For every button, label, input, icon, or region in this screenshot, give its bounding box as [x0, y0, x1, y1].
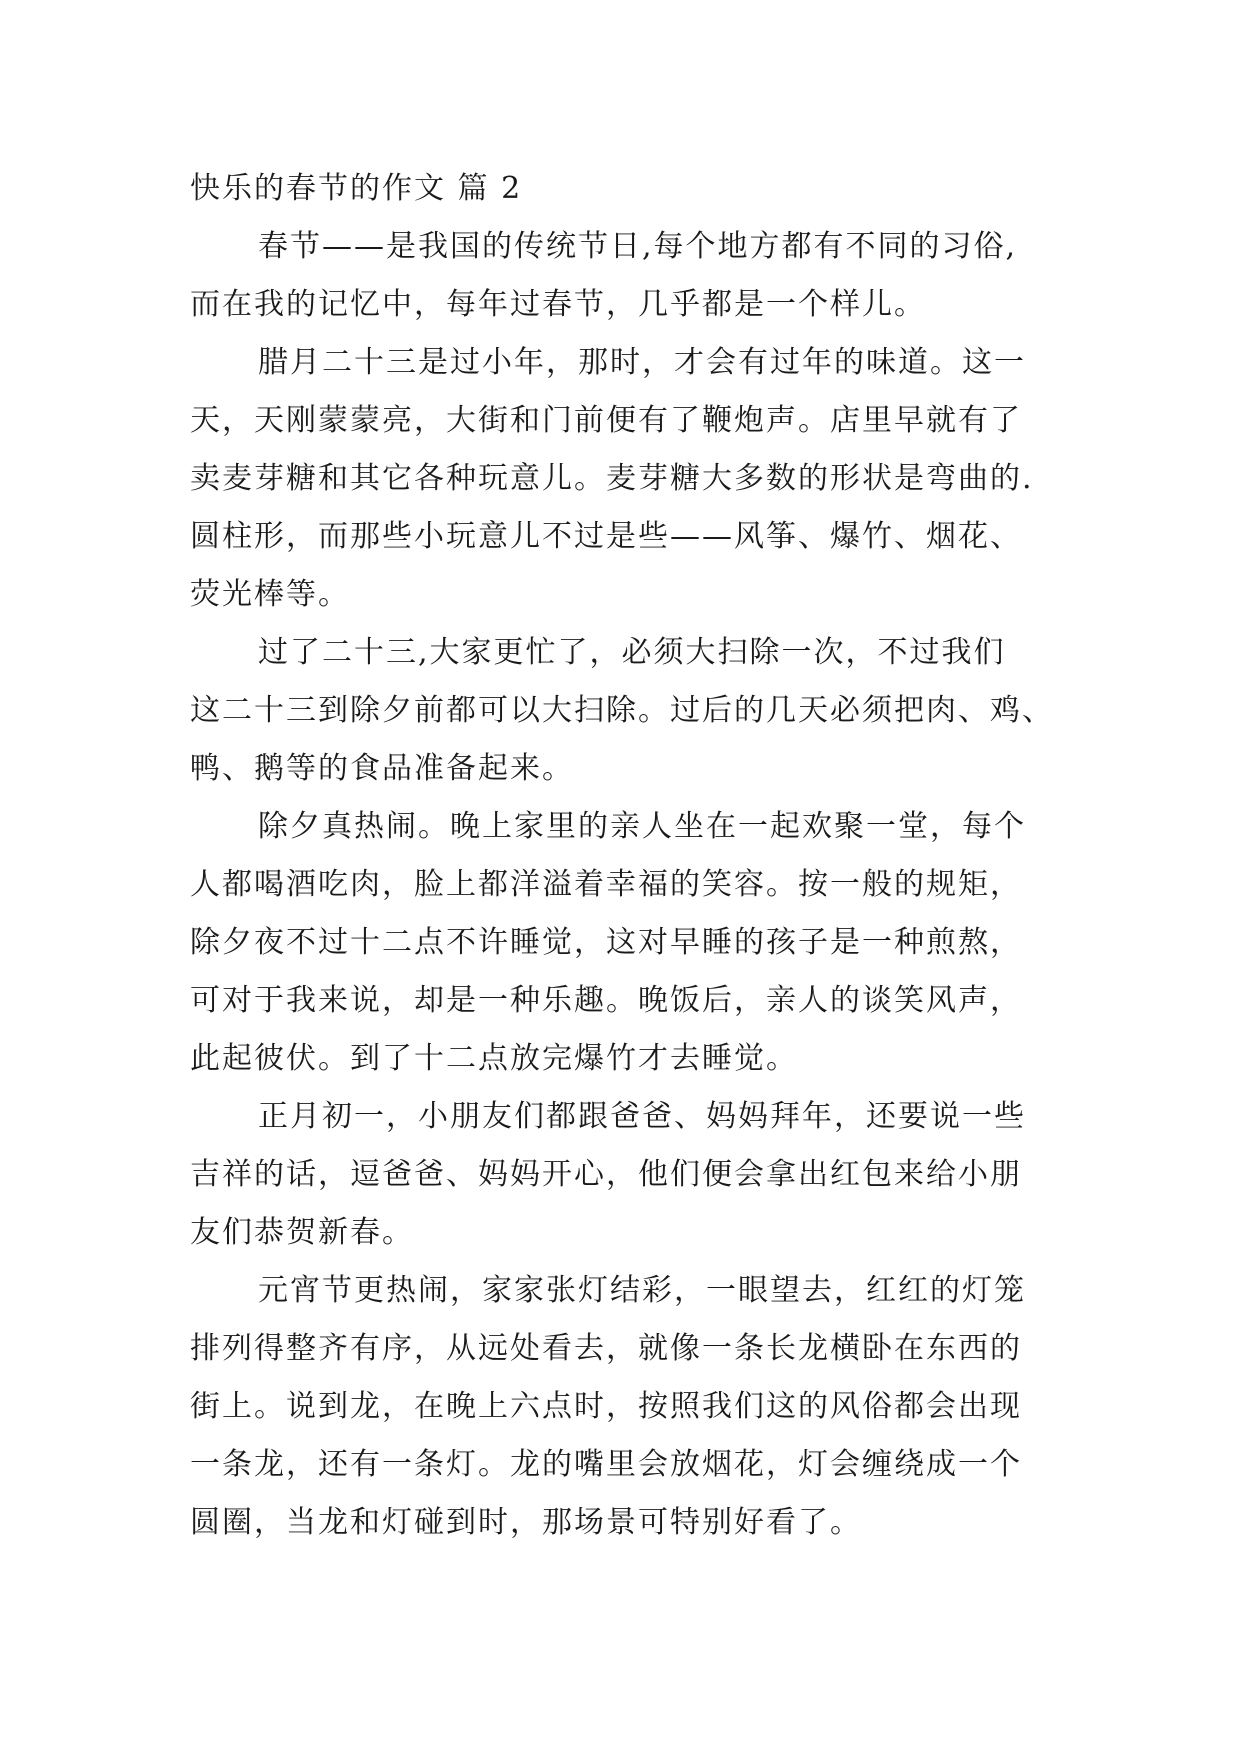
paragraph-line: 此起彼伏。到了十二点放完爆竹才去睡觉。 — [190, 1041, 798, 1076]
paragraph-line: 圆圈，当龙和灯碰到时，那场景可特别好看了。 — [190, 1505, 862, 1540]
document-body — [190, 160, 1090, 1552]
paragraph-line: 天，天刚蒙蒙亮，大街和门前便有了鞭炮声。店里早就有了 — [190, 403, 1022, 438]
paragraph-line: 过了二十三,大家更忙了，必须大扫除一次，不过我们 — [258, 635, 1006, 670]
paragraph-line: 人都喝酒吃肉，脸上都洋溢着幸福的笑容。按一般的规矩， — [190, 867, 1022, 902]
paragraph-line: 元宵节更热闹，家家张灯结彩，一眼望去，红红的灯笼 — [258, 1273, 1026, 1308]
paragraph-line: 春节——是我国的传统节日,每个地方都有不同的习俗, — [258, 229, 1018, 264]
paragraph-line: 鸭、鹅等的食品准备起来。 — [190, 751, 574, 786]
paragraph-line: 除夕真热闹。晚上家里的亲人坐在一起欢聚一堂，每个 — [258, 809, 1026, 844]
paragraph-line: 一条龙，还有一条灯。龙的嘴里会放烟花，灯会缠绕成一个 — [190, 1447, 1022, 1482]
paragraph-line: 而在我的记忆中，每年过春节，几乎都是一个样儿。 — [190, 287, 926, 322]
paragraph-line: 排列得整齐有序，从远处看去，就像一条长龙横卧在东西的 — [190, 1331, 1022, 1366]
paragraph-line: 腊月二十三是过小年，那时，才会有过年的味道。这一 — [258, 345, 1026, 380]
paragraph-6 — [190, 1262, 1090, 1552]
paragraph-line: 正月初一，小朋友们都跟爸爸、妈妈拜年，还要说一些 — [258, 1099, 1026, 1134]
paragraph-line: 这二十三到除夕前都可以大扫除。过后的几天必须把肉、鸡、 — [190, 693, 1054, 728]
paragraph-line: 除夕夜不过十二点不许睡觉，这对早睡的孩子是一种煎熬， — [190, 925, 1022, 960]
paragraph-4 — [190, 798, 1090, 1088]
paragraph-1 — [190, 218, 1090, 334]
paragraph-line: 可对于我来说，却是一种乐趣。晚饭后，亲人的谈笑风声， — [190, 983, 1022, 1018]
paragraph-line: 吉祥的话，逗爸爸、妈妈开心，他们便会拿出红包来给小朋 — [190, 1157, 1022, 1192]
paragraph-line: 街上。说到龙，在晚上六点时，按照我们这的风俗都会出现 — [190, 1389, 1022, 1424]
paragraph-3 — [190, 624, 1090, 798]
paragraph-line: 圆柱形，而那些小玩意儿不过是些——风筝、爆竹、烟花、 — [190, 519, 1022, 554]
paragraph-line: 友们恭贺新春。 — [190, 1215, 414, 1250]
paragraph-line: 荧光棒等。 — [190, 577, 350, 612]
paragraph-line: 卖麦芽糖和其它各种玩意儿。麦芽糖大多数的形状是弯曲的. — [190, 461, 1034, 496]
document-title: 快乐的春节的作文 篇 2 — [190, 171, 523, 206]
paragraph-2 — [190, 334, 1090, 624]
paragraph-5 — [190, 1088, 1090, 1262]
